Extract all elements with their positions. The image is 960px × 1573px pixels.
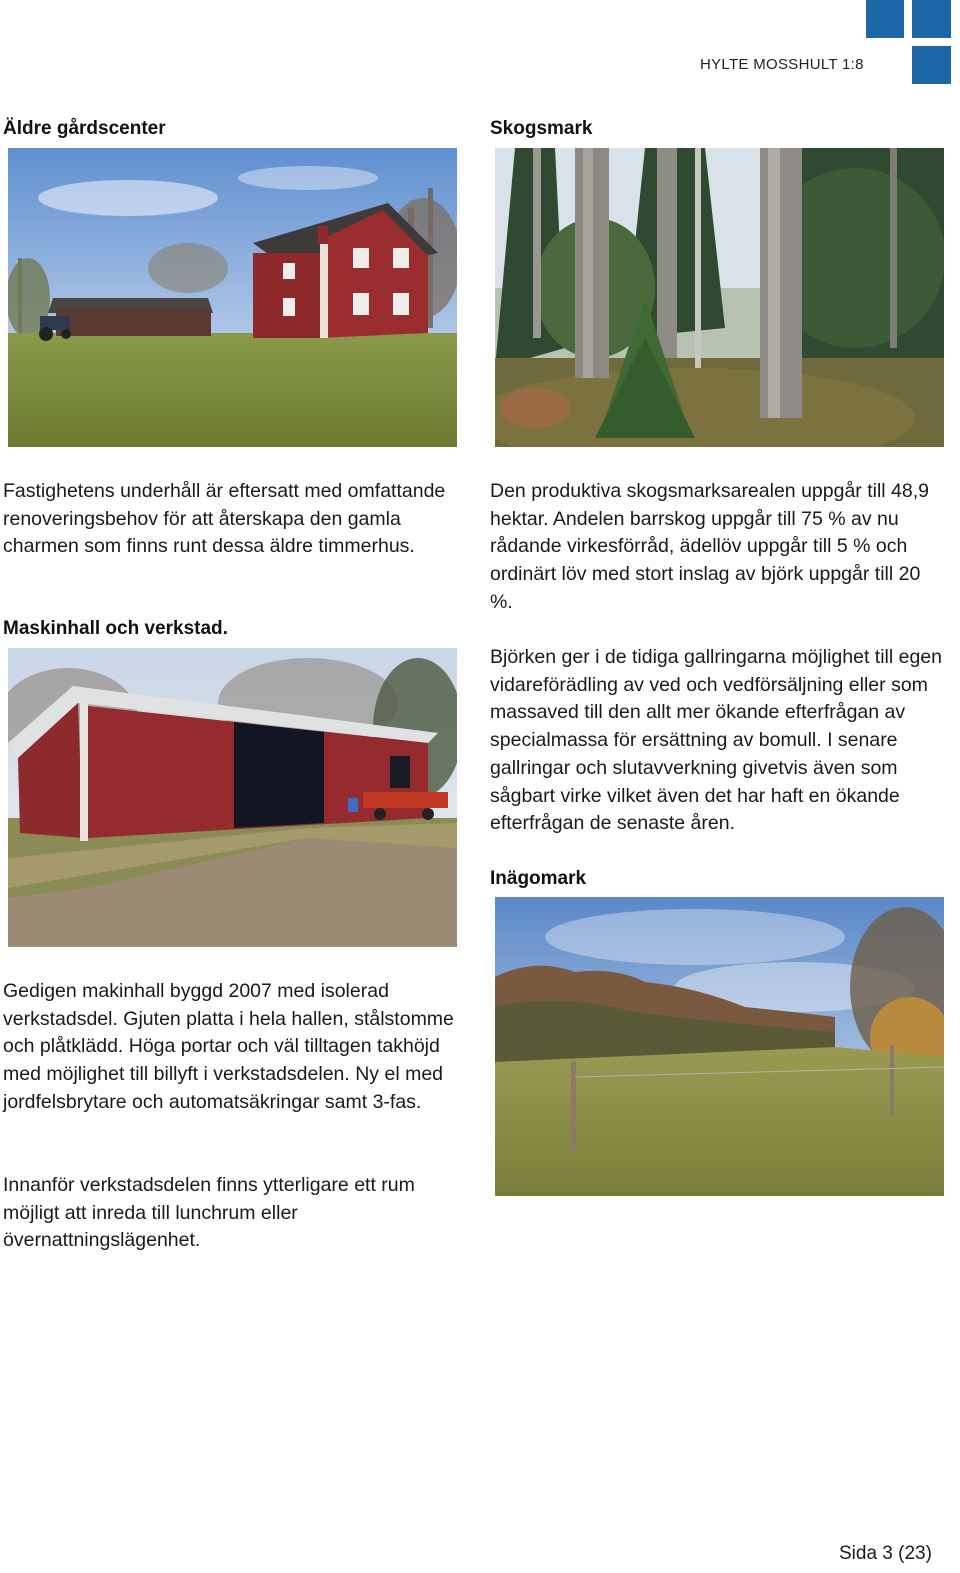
machine-hall-photo (8, 648, 457, 947)
heading-skogsmark: Skogsmark (490, 118, 593, 139)
forest-description: Den produktiva skogsmarksarealen uppgår till 48,9 hektar. Andelen barrskog uppgår till 75 % av nu rådande virkesförråd, ädellöv uppgår till 5 % och ordinärt löv med stort inslag av björk uppgår till 20 %. (490, 480, 929, 613)
birch-description: Björken ger i de tidiga gallringarna möjlighet till egen vidareförädling av ved och vedförsäljning eller som massaved till den allt mer ökande efterfrågan av specialmassa för ersättning av bomull. I senare gallringar och slutavverkning givetvis även som sågbart virke vilket även det har haft en ökande efterfrågan de senaste åren. (490, 646, 943, 835)
farmhouse-photo (8, 148, 457, 447)
heading-inagomark: Inägomark (490, 868, 587, 889)
heading-maskinhall: Maskinhall och verkstad. (3, 618, 228, 639)
machine-hall-description-2: Innanför verkstadsdelen finns ytterligare ett rum möjligt att inreda till lunchrum eller övernattningslägenhet. (3, 1174, 415, 1252)
page-number: Sida 3 (23) (839, 1543, 932, 1564)
pasture-photo (495, 897, 944, 1196)
logo-square-bottom-right (912, 46, 951, 84)
heading-aldre-gardscenter: Äldre gårdscenter (3, 118, 166, 139)
forest-photo (495, 148, 944, 447)
farmhouse-description: Fastighetens underhåll är eftersatt med omfattande renoveringsbehov för att återskapa den gamla charmen som finns runt dessa äldre timmerhus. (3, 480, 446, 558)
document-header: HYLTE MOSSHULT 1:8 (700, 56, 864, 73)
machine-hall-description: Gedigen makinhall byggd 2007 med isolerad verkstadsdel. Gjuten platta i hela hallen, stålstomme och plåtklädd. Höga portar och väl tilltagen takhöjd med möjlighet till billyft i verkstadsdelen. Ny el med jordfelsbrytare och automatsäkringar samt 3-fas. (3, 980, 454, 1113)
logo-square-top-left (866, 0, 904, 38)
logo-square-top-right (912, 0, 951, 38)
